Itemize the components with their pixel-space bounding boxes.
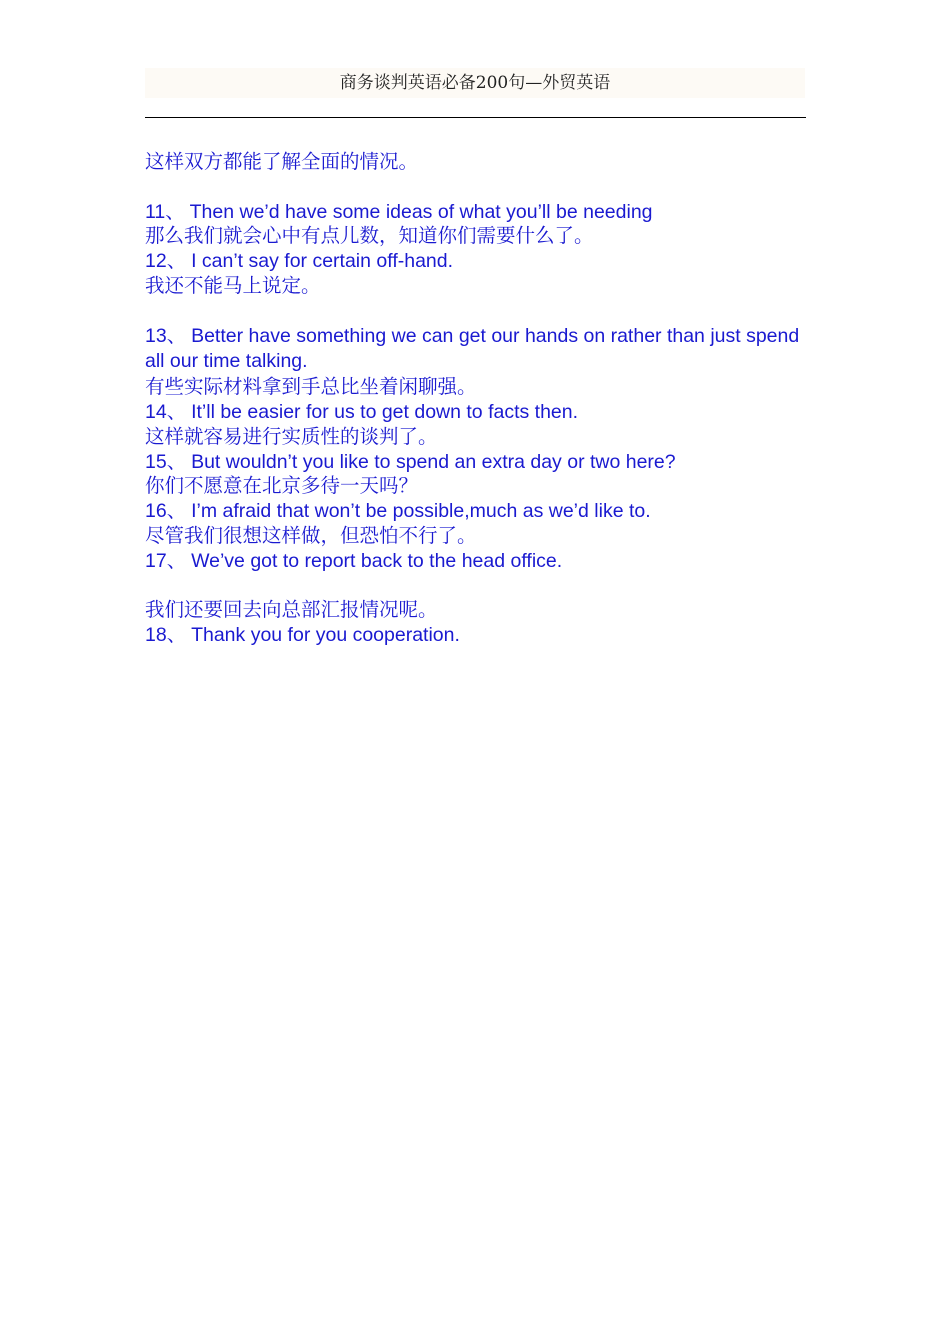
english-sentence: We’ve got to report back to the head office.	[191, 549, 563, 572]
sentence-item-15	[145, 450, 810, 475]
blank-line	[145, 175, 810, 200]
chinese-translation: 我还不能马上说定。	[145, 273, 321, 297]
sentence-item-11	[145, 200, 810, 225]
english-sentence: Then we’d have some ideas of what you’ll be needing	[189, 200, 653, 223]
item-number: 11、	[145, 200, 185, 223]
header-divider	[145, 117, 806, 118]
sentence-item-18	[145, 623, 810, 648]
blank-line	[145, 574, 810, 599]
chinese-translation: 你们不愿意在北京多待一天吗？	[145, 474, 419, 498]
item-number: 12、	[145, 250, 187, 273]
item-number: 13、	[145, 324, 187, 347]
sentence-item-17	[145, 549, 810, 574]
intro-line: 这样双方都能了解全面的情况。	[145, 150, 419, 173]
english-sentence: I’m afraid that won’t be possible,much as we’d like to.	[191, 500, 651, 523]
document-body	[145, 150, 810, 648]
item-number: 14、	[145, 400, 187, 423]
sentence-item-12	[145, 249, 810, 274]
chinese-translation: 有些实际材料拿到手总比坐着闲聊强。	[145, 375, 477, 399]
chinese-translation: 尽管我们很想这样做，但恐怕不行了。	[145, 523, 477, 547]
page-header-title: 商务谈判英语必备200句—外贸英语	[339, 73, 611, 93]
chinese-translation: 我们还要回去向总部汇报情况呢。	[145, 598, 438, 622]
item-number: 16、	[145, 500, 187, 523]
english-sentence: But wouldn’t you like to spend an extra day or two here?	[191, 450, 676, 473]
sentence-item-13	[145, 324, 810, 376]
sentence-item-16	[145, 499, 810, 524]
english-sentence: Thank you for you cooperation.	[191, 624, 460, 647]
item-number: 18、	[145, 624, 187, 647]
english-sentence: It’ll be easier for us to get down to facts then.	[191, 400, 579, 423]
chinese-translation: 那么我们就会心中有点儿数，知道你们需要什么了。	[145, 224, 594, 248]
english-sentence: Better have something we can get our hands on rather than just spend all our time talking.	[145, 324, 800, 373]
chinese-translation: 这样就容易进行实质性的谈判了。	[145, 424, 438, 448]
sentence-item-14	[145, 400, 810, 425]
item-number: 15、	[145, 450, 187, 473]
blank-line	[145, 299, 810, 324]
item-number: 17、	[145, 549, 187, 572]
english-sentence: I can’t say for certain off-hand.	[191, 250, 454, 273]
